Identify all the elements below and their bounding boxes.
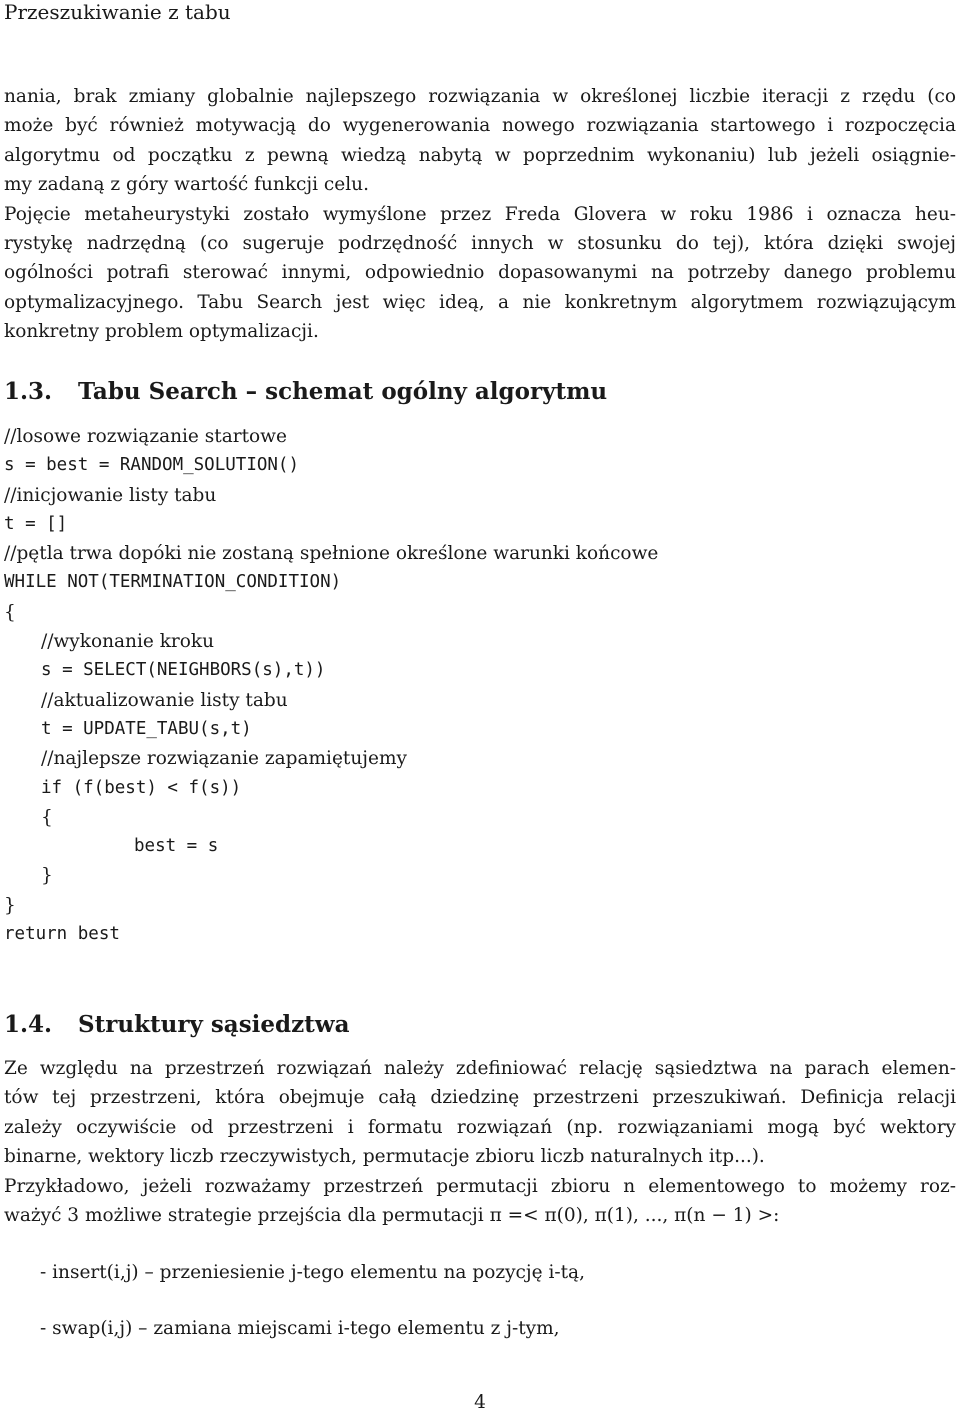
section-title: Struktury sąsiedztwa <box>78 1011 350 1038</box>
code-comment: //aktualizowanie listy tabu <box>41 689 288 711</box>
code-comment: //inicjowanie listy tabu <box>4 484 217 506</box>
code-brace: { <box>41 806 53 828</box>
text-line: ogólności potrafi sterować innymi, odpowiednio dopasowanymi na potrzeby danego problemu <box>4 262 956 284</box>
text-line: algorytmu od początku z pewną wiedzą nabytą w poprzednim wykonaniu) lub jeżeli osiągnie- <box>4 144 956 166</box>
text-line: Ze względu na przestrzeń rozwiązań należy zdefiniować relację sąsiedztwa na parach elemen- <box>4 1058 956 1079</box>
text-line: optymalizacyjnego. Tabu Search jest więc ideą, a nie konkretnym algorytmem rozwiązującym <box>4 291 956 313</box>
code-line: t = UPDATE_TABU(s,t) <box>41 718 252 739</box>
code-line: WHILE NOT(TERMINATION_CONDITION) <box>4 572 342 593</box>
strategy-list <box>40 1258 940 1343</box>
code-line: t = [] <box>4 513 68 534</box>
text-line: zależy oczywiście od przestrzeni i formatu rozwiązań (np. rozwiązaniami mogą być wektory <box>4 1116 956 1138</box>
code-line: s = SELECT(NEIGHBORS(s),t)) <box>41 660 326 681</box>
code-line: best = s <box>134 836 219 857</box>
text-line: tów tej przestrzeni, która obejmuje całą dziedzinę przestrzeni przeszukiwań. Definicja relacji <box>4 1087 956 1109</box>
section-number: 1.3. <box>4 378 53 405</box>
text-line: Przykładowo, jeżeli rozważamy przestrzeń permutacji zbioru n elementowego to możemy roz- <box>4 1175 956 1197</box>
code-comment: //wykonanie kroku <box>41 631 215 653</box>
section-heading-1-3 <box>4 377 607 407</box>
intro-paragraph <box>4 82 956 347</box>
code-comment: //najlepsze rozwiązanie zapamiętujemy <box>41 748 407 770</box>
code-line: s = best = RANDOM_SOLUTION() <box>4 455 300 476</box>
code-brace: } <box>41 865 53 887</box>
code-comment: //losowe rozwiązanie startowe <box>4 426 287 447</box>
text-line: konkretny problem optymalizacji. <box>4 321 319 343</box>
page-number: 4 <box>474 1392 486 1413</box>
section-title: Tabu Search – schemat ogólny algorytmu <box>78 378 608 405</box>
text-line: Pojęcie metaheurystyki zostało wymyślone przez Freda Glovera w roku 1986 i oznacza heu- <box>4 203 956 225</box>
text-line: nania, brak zmiany globalnie najlepszego rozwiązania w określonej liczbie iteracji z rzędu (co <box>4 86 956 107</box>
section-number: 1.4. <box>4 1011 53 1038</box>
code-line: if (f(best) < f(s)) <box>41 777 242 798</box>
code-brace: } <box>4 894 16 916</box>
list-item: - insert(i,j) – przeniesienie j-tego elementu na pozycję i-tą, <box>40 1262 585 1283</box>
text-line: my zadaną z góry wartość funkcji celu. <box>4 174 369 196</box>
text-line: może być również motywacją do wygenerowania nowego rozwiązania startowego i rozpoczęcia <box>4 115 956 137</box>
text-line: rystykę nadrzędną (co sugeruje podrzędność innych w stosunku do tej), która dzięki swojej <box>4 233 956 255</box>
code-comment: //pętla trwa dopóki nie zostaną spełnione określone warunki końcowe <box>4 543 659 565</box>
code-brace: { <box>4 601 16 623</box>
code-line: return best <box>4 924 120 945</box>
body-paragraph <box>4 1054 956 1230</box>
text-line: ważyć 3 możliwe strategie przejścia dla permutacji π =< π(0), π(1), ..., π(n − 1) >: <box>4 1205 780 1227</box>
algorithm-listing <box>4 422 956 949</box>
text-line: binarne, wektory liczb rzeczywistych, permutacje zbioru liczb naturalnych itp...). <box>4 1146 765 1168</box>
list-item: - swap(i,j) – zamiana miejscami i-tego elementu z j-tym, <box>40 1318 560 1339</box>
section-heading-1-4 <box>4 1010 350 1040</box>
running-head: Przeszukiwanie z tabu <box>4 0 231 24</box>
